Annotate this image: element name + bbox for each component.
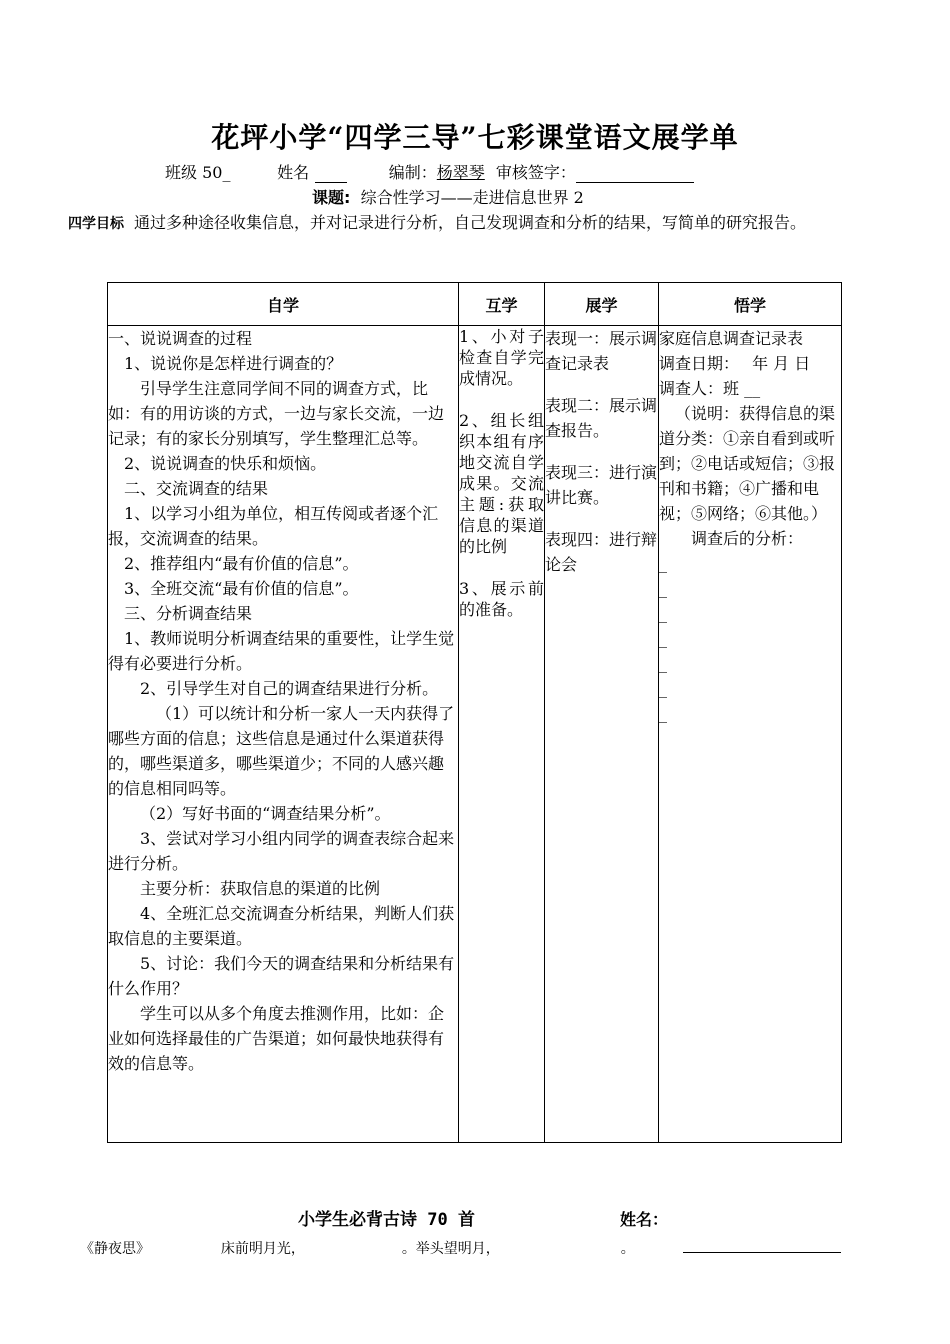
goals-label: 四学目标 — [68, 216, 124, 232]
show-study-cell — [545, 326, 659, 1143]
learning-goals — [68, 210, 888, 237]
study-table — [107, 282, 848, 1143]
analysis-blank[interactable]: _ — [659, 604, 667, 623]
mutual-study-item: 3、展示前的准备。 — [459, 579, 544, 619]
self-study-line: 2、推荐组内“最有价值的信息”。 — [124, 554, 359, 573]
self-study-line: 二、交流调查的结果 — [124, 479, 269, 498]
mutual-study-item: 2、组长组织本组有序地交流自学成果。交流主题:获取信息的渠道的比例 — [459, 411, 544, 556]
self-study-line: 主要分析：获取信息的渠道的比例 — [140, 879, 381, 898]
self-study-line: 1、以学习小组为单位，相互传阅或者逐个汇报，交流调查的结果。 — [108, 504, 439, 548]
poem-line — [80, 1238, 635, 1258]
analysis-label: 调查后的分析： — [691, 529, 804, 548]
mutual-study-cell — [459, 326, 545, 1143]
record-note: （说明：获得信息的渠道分类：①亲自看到或听到；②电话或短信；③报刊和书籍；④广播和电视；⑤网络；⑥其他。） — [659, 404, 836, 523]
analysis-blank[interactable]: _ — [659, 579, 667, 598]
author-label: 编制： — [388, 163, 437, 182]
topic-line — [312, 185, 584, 208]
self-study-line: 2、引导学生对自己的调查结果进行分析。 — [140, 679, 439, 698]
page-title: 花坪小学“四学三导”七彩课堂语文展学单 — [211, 121, 739, 154]
self-study-line: 学生可以从多个角度去推测作用，比如：企业如何选择最佳的广告渠道；如何最快地获得有效的信息等。 — [108, 1004, 445, 1073]
self-study-line: 1、说说你是怎样进行调查的？ — [124, 354, 343, 373]
self-study-line: 3、尝试对学习小组内同学的调查表综合起来进行分析。 — [108, 829, 455, 873]
mutual-study-item: 1、小对子检查自学完成情况。 — [459, 327, 544, 388]
header-show-study: 展学 — [545, 283, 659, 326]
reflect-study-cell — [659, 326, 848, 1143]
self-study-line: （1）可以统计和分析一家人一天内获得了哪些方面的信息；这些信息是通过什么渠道获得的，哪些渠道多，哪些渠道少；不同的人感兴趣的信息相同吗等。 — [108, 704, 455, 798]
topic-label: 课题: — [312, 188, 351, 207]
table-header-row — [108, 283, 842, 326]
name-label: 姓名 — [277, 163, 310, 182]
self-study-line: 三、分析调查结果 — [124, 604, 253, 623]
analysis-blank[interactable]: _ — [659, 554, 667, 573]
header-self-study: 自学 — [108, 283, 459, 326]
goals-text: 通过多种途径收集信息，并对记录进行分析，自己发现调查和分析的结果，写简单的研究报告。 — [134, 213, 807, 232]
author-name: 杨翠琴 — [436, 163, 485, 182]
info-line — [165, 160, 700, 183]
poem-verse-2: 。举头望明月， — [401, 1241, 500, 1257]
self-study-line: 引导学生注意同学间不同的调查方式，比如：有的用访谈的方式，一边与家长交流，一边记录；有的家长分别填写，学生整理汇总等。 — [108, 379, 445, 448]
show-study-item: 表现二：展示调查报告。 — [545, 396, 658, 440]
name-blank[interactable] — [315, 168, 347, 183]
poem-name-blank[interactable] — [683, 1252, 841, 1253]
self-study-line: 一、说说调查的过程 — [108, 329, 253, 348]
analysis-blank[interactable]: _ — [659, 679, 667, 698]
header-reflect-study: 悟学 — [659, 283, 842, 326]
show-study-item: 表现三：进行演讲比赛。 — [545, 463, 658, 507]
self-study-line: 5、讨论：我们今天的调查结果和分析结果有什么作用？ — [108, 954, 455, 998]
self-study-line: （2）写好书面的“调查结果分析”。 — [140, 804, 391, 823]
poem-name: 《静夜思》 — [80, 1241, 150, 1257]
header-mutual-study: 互学 — [459, 283, 545, 326]
poem-section-title: 小学生必背古诗 70 首 — [298, 1210, 475, 1230]
record-date-line: 调查日期： 年 月 日 调查人：班 __ — [659, 354, 848, 398]
signature-blank[interactable] — [576, 168, 694, 183]
review-label: 审核签字： — [495, 163, 576, 182]
self-study-line: 2、说说调查的快乐和烦恼。 — [124, 454, 327, 473]
topic-text: 综合性学习——走进信息世界 2 — [360, 188, 584, 207]
poem-verse-3: 。 — [620, 1241, 635, 1257]
self-study-line: 4、全班汇总交流调查分析结果，判断人们获取信息的主要渠道。 — [108, 904, 455, 948]
show-study-item: 表现四：进行辩论会 — [545, 530, 658, 574]
self-study-cell — [108, 326, 459, 1143]
show-study-item: 表现一：展示调查记录表 — [545, 329, 658, 373]
record-table-title: 家庭信息调查记录表 — [659, 329, 804, 348]
analysis-blank[interactable]: _ — [659, 704, 667, 723]
self-study-line: 1、教师说明分析调查结果的重要性，让学生觉得有必要进行分析。 — [108, 629, 455, 673]
poem-name-label: 姓名： — [620, 1210, 669, 1229]
poem-verse-1: 床前明月光， — [220, 1241, 305, 1257]
table-body-row — [108, 326, 842, 1143]
analysis-blank[interactable]: _ — [659, 629, 667, 648]
analysis-blank[interactable]: _ — [659, 654, 667, 673]
self-study-line: 3、全班交流“最有价值的信息”。 — [124, 579, 359, 598]
class-label: 班级 50_ — [165, 163, 231, 182]
